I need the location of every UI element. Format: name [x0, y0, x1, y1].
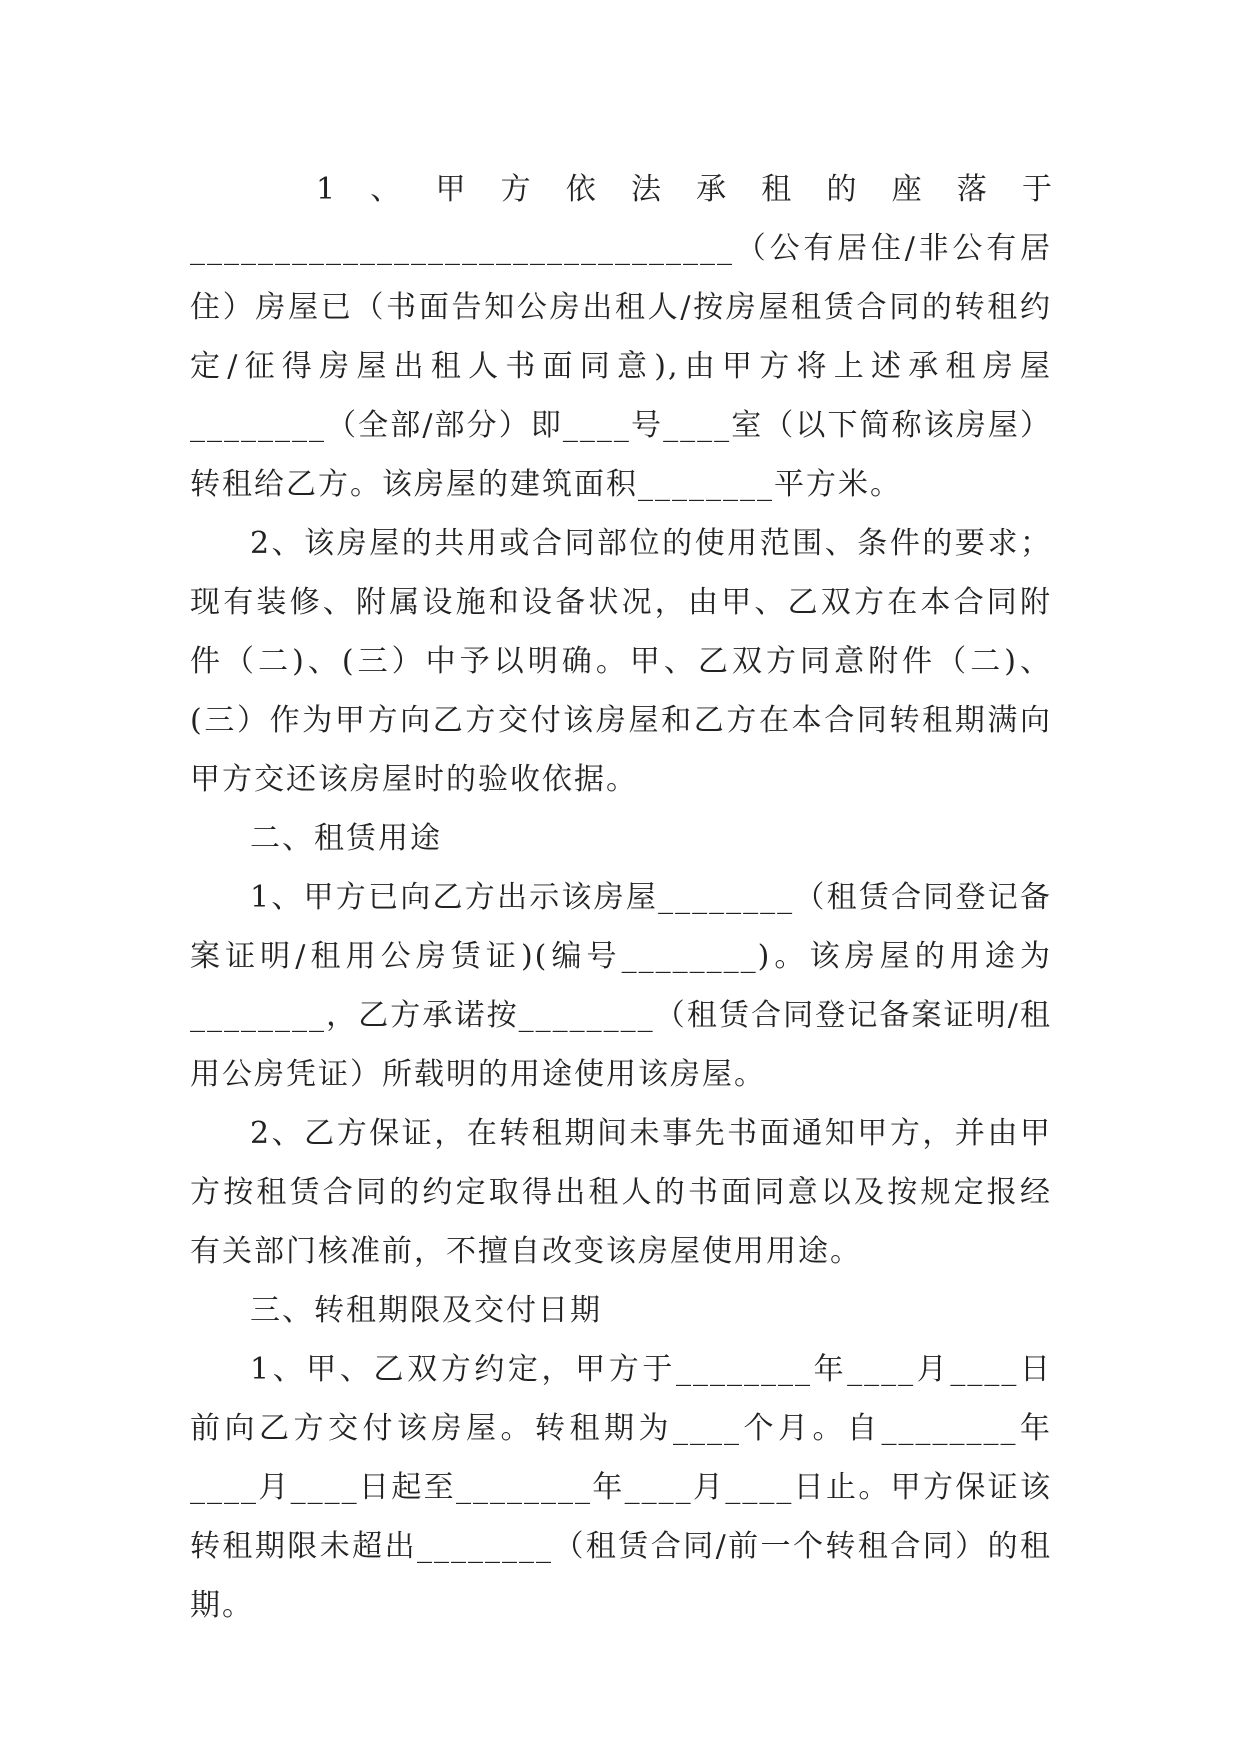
- section-heading-2: 二、租赁用途: [250, 821, 442, 856]
- char: 落: [956, 172, 987, 207]
- paragraph-3: 1、甲方已向乙方出示该房屋________（租赁合同登记备案证明/租用公房赁证)(编号________)。该房屋的用途为________，乙方承诺按________（租赁合同登记备案证明/租用公房凭证）所载明的用途使用该房屋。: [190, 880, 1052, 1092]
- char: 租: [761, 172, 792, 207]
- paragraph-1-first-line: [190, 160, 1052, 219]
- char: 1: [316, 172, 336, 207]
- char: 依: [565, 172, 596, 207]
- char: 于: [1021, 172, 1052, 207]
- char: 、: [370, 172, 401, 207]
- char: 座: [891, 172, 922, 207]
- section-heading-3: 三、转租期限及交付日期: [250, 1293, 602, 1328]
- char: 甲: [435, 172, 466, 207]
- char: 法: [630, 172, 661, 207]
- char: 方: [500, 172, 531, 207]
- paragraph-4: 2、乙方保证，在转租期间未事先书面通知甲方，并由甲方按租赁合同的约定取得出租人的书面同意以及按规定报经有关部门核准前，不擅自改变该房屋使用用途。: [190, 1116, 1052, 1269]
- char: 的: [826, 172, 857, 207]
- char: 承: [696, 172, 727, 207]
- paragraph-2: 2、该房屋的共用或合同部位的使用范围、条件的要求；现有装修、附属设施和设备状况，由甲、乙双方在本合同附件（二)、(三）中予以明确。甲、乙双方同意附件（二)、(三）作为甲方向乙方交付该房屋和乙方在本合同转租期满向甲方交还该房屋时的验收依据。: [190, 526, 1052, 797]
- paragraph-5: 1、甲、乙双方约定，甲方于________年____月____日前向乙方交付该房屋。转租期为____个月。自________年____月____日起至________年____月____日止。甲方保证该转租期限未超出________（租赁合同/前一个转租合同）的租期。: [190, 1352, 1052, 1623]
- paragraph-1-continued: ________________________________（公有居住/非公有居住）房屋已（书面告知公房出租人/按房屋租赁合同的转租约定/征得房屋出租人书面同意),由甲方将上述承租房屋________（全部/部分）即____号____室（以下简称该房屋）转租给乙方。该房屋的建筑面积________平方米。: [190, 231, 1052, 502]
- document-body: [190, 160, 1052, 1635]
